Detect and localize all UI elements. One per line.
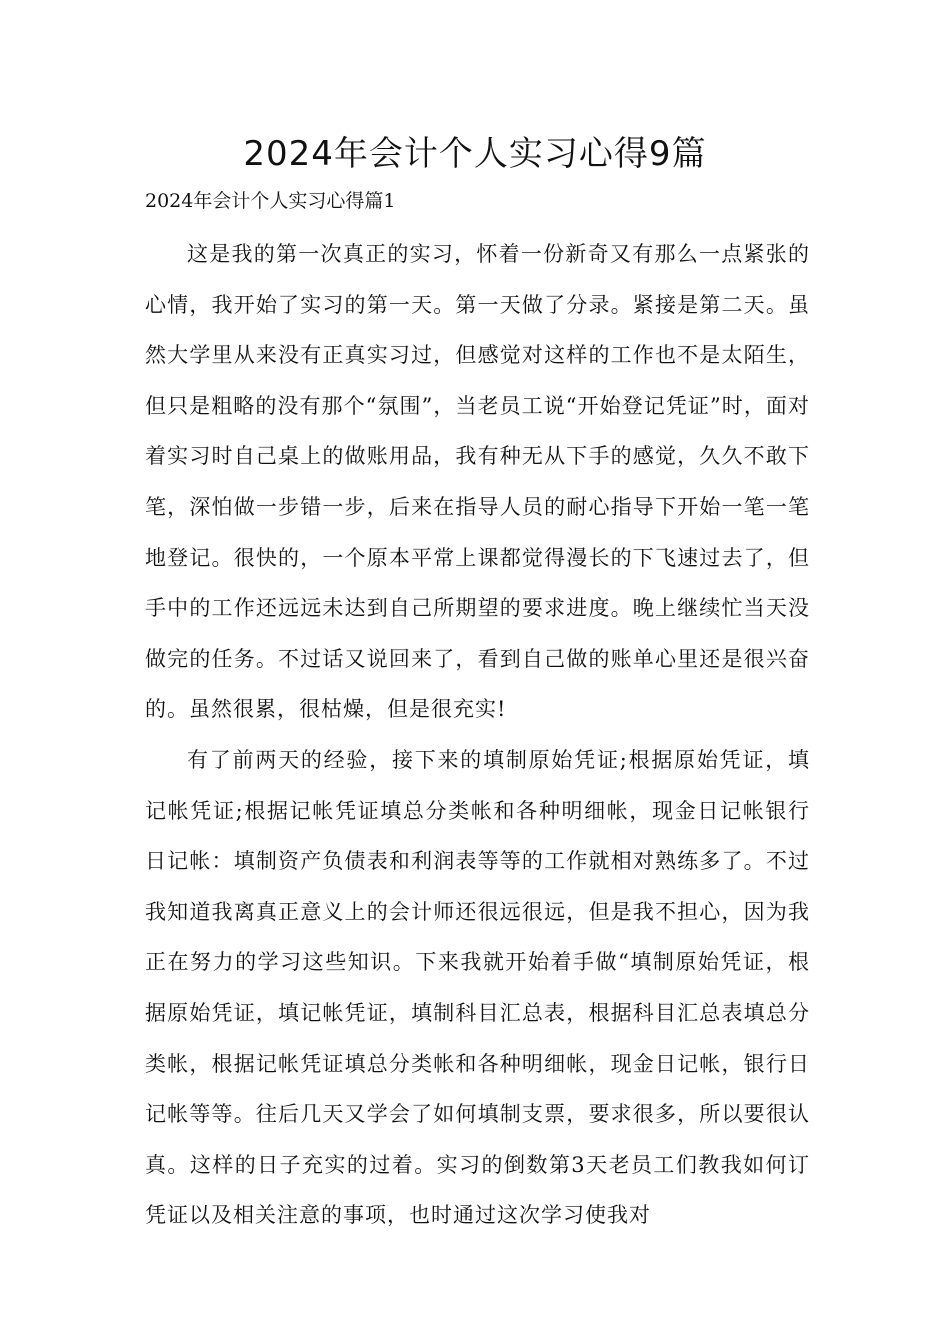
document-body [145,229,810,1241]
paragraph-2: 有了前两天的经验，接下来的填制原始凭证;根据原始凭证，填记帐凭证;根据记帐凭证填总分类帐和各种明细帐，现金日记帐银行日记帐：填制资产负债表和利润表等等的工作就相对熟练多了。不过我知道我离真正意义上的会计师还很远很远，但是我不担心，因为我正在努力的学习这些知识。下来我就开始着手做“填制原始凭证，根据原始凭证，填记帐凭证，填制科目汇总表，根据科目汇总表填总分类帐，根据记帐凭证填总分类帐和各种明细帐，现金日记帐，银行日记帐等等。往后几天又学会了如何填制支票，要求很多，所以要很认真。这样的日子充实的过着。实习的倒数第3天老员工们教我如何订凭证以及相关注意的事项，也时通过这次学习使我对 [145,747,810,1228]
section-heading: 2024年会计个人实习心得篇1 [145,190,396,212]
paragraph-1: 这是我的第一次真正的实习，怀着一份新奇又有那么一点紧张的心情，我开始了实习的第一天。第一天做了分录。紧接是第二天。虽然大学里从来没有正真实习过，但感觉对这样的工作也不是太陌生，但只是粗略的没有那个“氛围”，当老员工说“开始登记凭证”时，面对着实习时自己桌上的做账用品，我有种无从下手的感觉，久久不敢下笔，深怕做一步错一步，后来在指导人员的耐心指导下开始一笔一笔地登记。很快的，一个原本平常上课都觉得漫长的下飞速过去了，但手中的工作还远远未达到自己所期望的要求进度。晚上继续忙当天没做完的任务。不过话又说回来了，看到自己做的账单心里还是很兴奋的。虽然很累，很枯燥，但是很充实! [145,242,810,722]
document-title: 2024年会计个人实习心得9篇 [243,134,707,174]
